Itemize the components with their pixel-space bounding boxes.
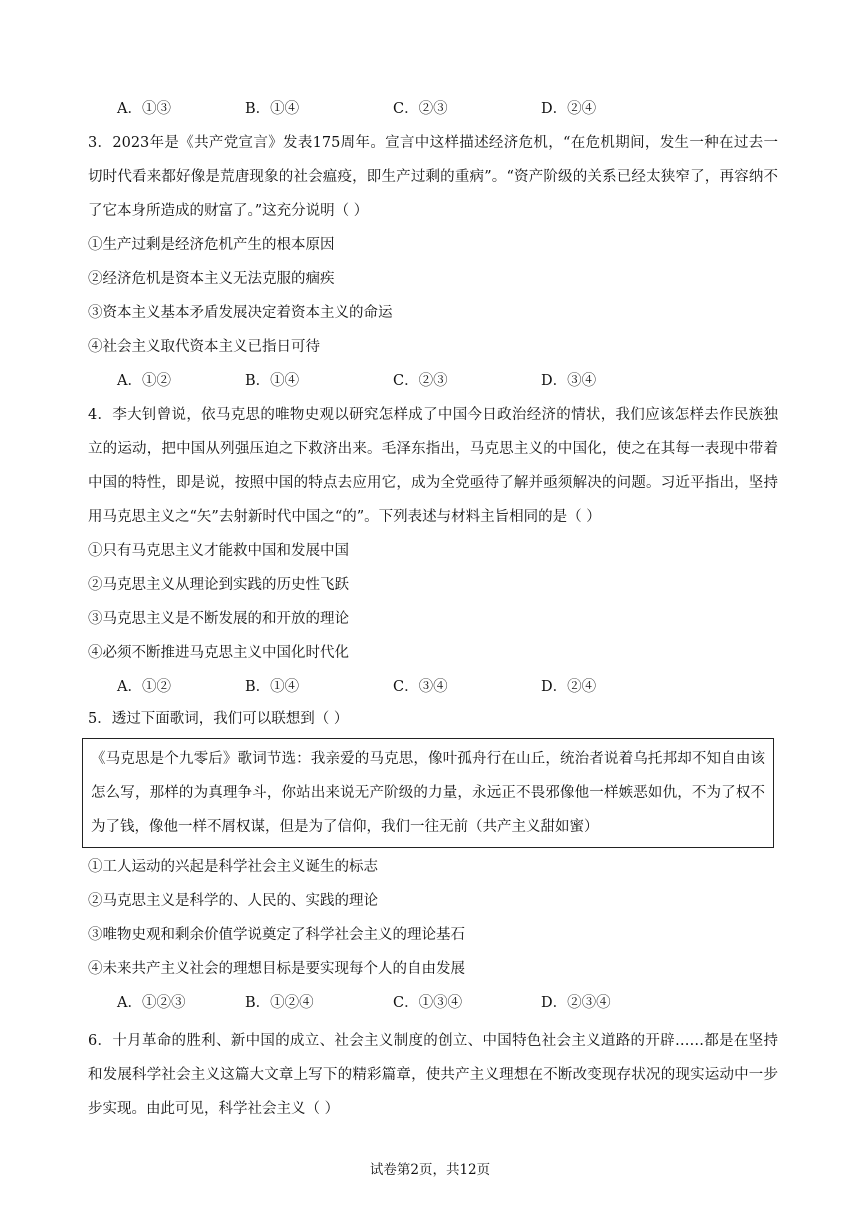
option-b[interactable]: B．①④: [245, 101, 300, 117]
question-5-item-4: ④未来共产主义社会的理想目标是要实现每个人的自由发展: [88, 961, 465, 977]
question-6: [88, 1024, 778, 1126]
question-4: [88, 398, 778, 704]
option-d[interactable]: D．②④: [541, 101, 597, 117]
question-2-options-block: [88, 92, 778, 126]
question-3-stem: 3．2023年是《共产党宣言》发表175周年。宣言中这样描述经济危机，“在危机期间，发生一种在过去一切时代看来都好像是荒唐现象的社会瘟疫，即生产过剩的重病”。“资产阶级的关系已经太狭窄了，再容纳不了它本身所造成的财富了。”这充分说明（ ）: [88, 135, 778, 219]
question-3-item-2: ②经济危机是资本主义无法克服的痼疾: [88, 271, 335, 287]
page-footer: 试卷第2页，共12页: [369, 1162, 491, 1178]
question-3-item-3: ③资本主义基本矛盾发展决定着资本主义的命运: [88, 305, 393, 321]
question-6-stem: 6．十月革命的胜利、新中国的成立、社会主义制度的创立、中国特色社会主义道路的开辟……都是在坚持和发展科学社会主义这篇大文章上写下的精彩篇章，使共产主义理想在不断改变现存状况的现实运动中一步步实现。由此可见，科学社会主义（ ）: [88, 1033, 778, 1117]
question-4-options: [117, 670, 778, 704]
question-5: [88, 702, 778, 1020]
option-d[interactable]: D．③④: [541, 373, 597, 389]
option-a[interactable]: A．①②③: [117, 995, 186, 1011]
option-b[interactable]: B．①④: [245, 679, 300, 695]
option-c[interactable]: C．②③: [393, 373, 448, 389]
question-2-options: [117, 92, 778, 126]
question-4-item-2: ②马克思主义从理论到实践的历史性飞跃: [88, 577, 349, 593]
question-3-item-1: ①生产过剩是经济危机产生的根本原因: [88, 237, 335, 253]
question-4-item-3: ③马克思主义是不断发展的和开放的理论: [88, 611, 349, 627]
question-5-item-1: ①工人运动的兴起是科学社会主义诞生的标志: [88, 859, 378, 875]
option-d[interactable]: D．②④: [541, 679, 597, 695]
question-4-item-4: ④必须不断推进马克思主义中国化时代化: [88, 645, 349, 661]
option-c[interactable]: C．②③: [393, 101, 448, 117]
question-5-stem: 5．透过下面歌词，我们可以联想到（ ）: [88, 711, 349, 727]
option-a[interactable]: A．①②: [117, 373, 171, 389]
lyrics-material-box: 《马克思是个九零后》歌词节选：我亲爱的马克思，像叶孤舟行在山丘，统治者说着乌托邦却不知自由该怎么写，那样的为真理争斗，你站出来说无产阶级的力量，永远正不畏邪像他一样嫉恶如仇，不为了权不为了钱，像他一样不屑权谋，但是为了信仰，我们一往无前（共产主义甜如蜜）: [82, 738, 774, 848]
question-4-item-1: ①只有马克思主义才能救中国和发展中国: [88, 543, 349, 559]
option-d[interactable]: D．②③④: [541, 995, 611, 1011]
question-3-options: [117, 364, 778, 398]
question-5-options: [117, 986, 778, 1020]
option-a[interactable]: A．①③: [117, 101, 171, 117]
question-5-item-3: ③唯物史观和剩余价值学说奠定了科学社会主义的理论基石: [88, 927, 465, 943]
option-b[interactable]: B．①②④: [245, 995, 314, 1011]
option-a[interactable]: A．①②: [117, 679, 171, 695]
question-5-item-2: ②马克思主义是科学的、人民的、实践的理论: [88, 893, 378, 909]
option-b[interactable]: B．①④: [245, 373, 300, 389]
option-c[interactable]: C．①③④: [393, 995, 463, 1011]
question-3-item-4: ④社会主义取代资本主义已指日可待: [88, 339, 320, 355]
question-4-stem: 4．李大钊曾说，依马克思的唯物史观以研究怎样成了中国今日政治经济的情状，我们应该怎样去作民族独立的运动，把中国从列强压迫之下救济出来。毛泽东指出，马克思主义的中国化，使之在其每一表现中带着中国的特性，即是说，按照中国的特点去应用它，成为全党亟待了解并亟须解决的问题。习近平指出，坚持用马克思主义之“矢”去射新时代中国之“的”。下列表述与材料主旨相同的是（ ）: [88, 407, 778, 525]
option-c[interactable]: C．③④: [393, 679, 448, 695]
question-3: [88, 126, 778, 398]
